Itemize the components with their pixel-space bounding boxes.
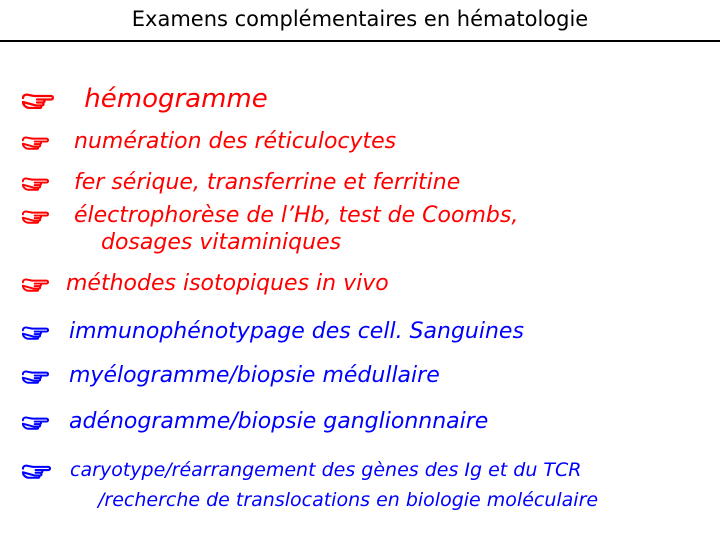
item-text: hémogramme [84, 84, 268, 114]
pointing-hand-icon [22, 208, 49, 224]
pointing-hand-icon [22, 276, 49, 292]
list-item-continuation [98, 489, 598, 511]
pointing-hand-icon [22, 134, 49, 150]
item-text: méthodes isotopiques in vivo [66, 271, 389, 296]
pointing-hand-icon [22, 175, 49, 191]
pointing-hand-icon [22, 91, 54, 109]
item-continuation-text: /recherche de translocations en biologie moléculaire [98, 489, 599, 511]
pointing-hand-icon [22, 324, 49, 340]
list-item-fer-serique [22, 170, 460, 195]
item-text: immunophénotypage des cell. Sanguines [69, 319, 524, 344]
pointing-hand-icon [22, 368, 49, 384]
item-text: fer sérique, transferrine et ferritine [74, 170, 461, 195]
item-text: caryotype/réarrangement des gènes des Ig et du TCR [70, 459, 582, 481]
list-item-myelogramme [22, 363, 440, 388]
list-item-electrophorese [22, 203, 518, 228]
list-item-immunophenotypage [22, 319, 524, 344]
list-item-reticulocytes [22, 129, 396, 154]
item-continuation-text: dosages vitaminiques [101, 230, 342, 255]
pointing-hand-icon [22, 462, 51, 479]
list-item-caryotype [22, 459, 582, 481]
item-text: myélogramme/biopsie médullaire [69, 363, 440, 388]
item-text: électrophorèse de l’Hb, test de Coombs, [74, 203, 519, 228]
list-item-adenogramme [22, 409, 488, 434]
pointing-hand-icon [22, 414, 49, 430]
list-item-isotopiques [22, 271, 389, 296]
title-divider [0, 40, 720, 42]
list-item-continuation [101, 230, 341, 255]
list-item-hemogramme [22, 84, 268, 114]
item-text: numération des réticulocytes [74, 129, 397, 154]
page-title: Examens complémentaires en hématologie [131, 7, 589, 31]
item-text: adénogramme/biopsie ganglionnnaire [69, 409, 489, 434]
